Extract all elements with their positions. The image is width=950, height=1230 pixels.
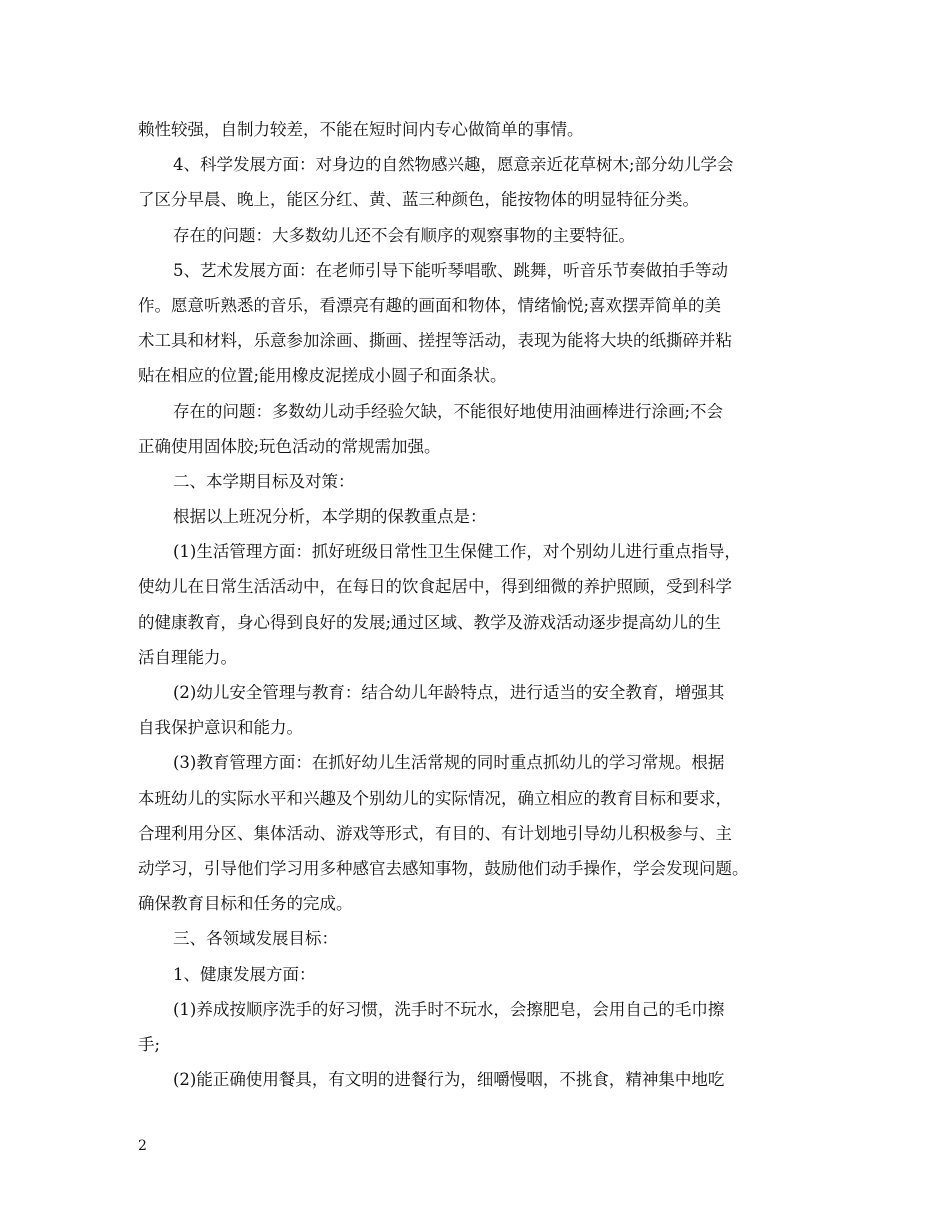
text-line: 作。愿意听熟悉的音乐，看漂亮有趣的画面和物体，情绪愉悦;喜欢摆弄简单的美 (138, 295, 722, 315)
text-line: 本班幼儿的实际水平和兴趣及个别幼儿的实际情况，确立相应的教育目标和要求， (138, 788, 732, 808)
text-line: 动学习，引导他们学习用多种感官去感知事物，鼓励他们动手操作，学会发现问题。 (138, 858, 749, 878)
text-line: 确保教育目标和任务的完成。 (138, 894, 353, 914)
text-line: 根据以上班况分析，本学期的保教重点是： (173, 507, 487, 527)
text-line: 二、本学期目标及对策： (173, 471, 355, 491)
text-line: 使幼儿在日常生活活动中，在每日的饮食起居中，得到细微的养护照顾，受到科学 (138, 577, 732, 597)
text-line: 三、各领域发展目标： (173, 929, 338, 949)
text-line: 合理利用分区、集体活动、游戏等形式，有目的、有计划地引导幼儿积极参与、主 (138, 823, 732, 843)
text-line: 正确使用固体胶;玩色活动的常规需加强。 (138, 436, 441, 456)
text-line: (3)教育管理方面：在抓好幼儿生活常规的同时重点抓幼儿的学习常规。根据 (173, 753, 725, 773)
text-line: (2)幼儿安全管理与教育：结合幼儿年龄特点，进行适当的安全教育，增强其 (173, 683, 725, 702)
text-line: 存在的问题：大多数幼儿还不会有顺序的观察事物的主要特征。 (173, 225, 635, 245)
text-line: (1)生活管理方面：抓好班级日常性卫生保健工作，对个别幼儿进行重点指导， (173, 542, 741, 562)
document-body (138, 112, 828, 1097)
text-line: 1、健康发展方面： (173, 964, 316, 984)
text-line: 的健康教育，身心得到良好的发展;通过区域、教学及游戏活动逐步提高幼儿的生 (138, 612, 722, 632)
text-line: 活自理能力。 (138, 647, 237, 667)
text-line: 5、艺术发展方面：在老师引导下能听琴唱歌、跳舞，听音乐节奏做拍手等动 (173, 260, 728, 280)
text-line: 术工具和材料，乐意参加涂画、撕画、搓捏等活动，表现为能将大块的纸撕碎并粘 (138, 331, 732, 351)
text-line: (2)能正确使用餐具，有文明的进餐行为，细嚼慢咽，不挑食，精神集中地吃 (173, 1070, 725, 1090)
text-line: 赖性较强，自制力较差，不能在短时间内专心做简单的事情。 (138, 120, 584, 139)
text-line: 手; (138, 1034, 161, 1054)
text-line: 了区分早晨、晚上，能区分红、黄、蓝三种颜色，能按物体的明显特征分类。 (138, 190, 699, 210)
text-line: 存在的问题：多数幼儿动手经验欠缺，不能很好地使用油画棒进行涂画;不会 (173, 401, 724, 421)
text-line: 自我保护意识和能力。 (138, 718, 303, 738)
text-line: 4、科学发展方面：对身边的自然物感兴趣，愿意亲近花草树木;部分幼儿学会 (173, 155, 734, 175)
page-number: 2 (138, 1138, 147, 1154)
text-line: (1)养成按顺序洗手的好习惯，洗手时不玩水，会擦肥皂，会用自己的毛巾擦 (173, 999, 725, 1019)
text-line: 贴在相应的位置;能用橡皮泥搓成小圆子和面条状。 (138, 366, 507, 386)
